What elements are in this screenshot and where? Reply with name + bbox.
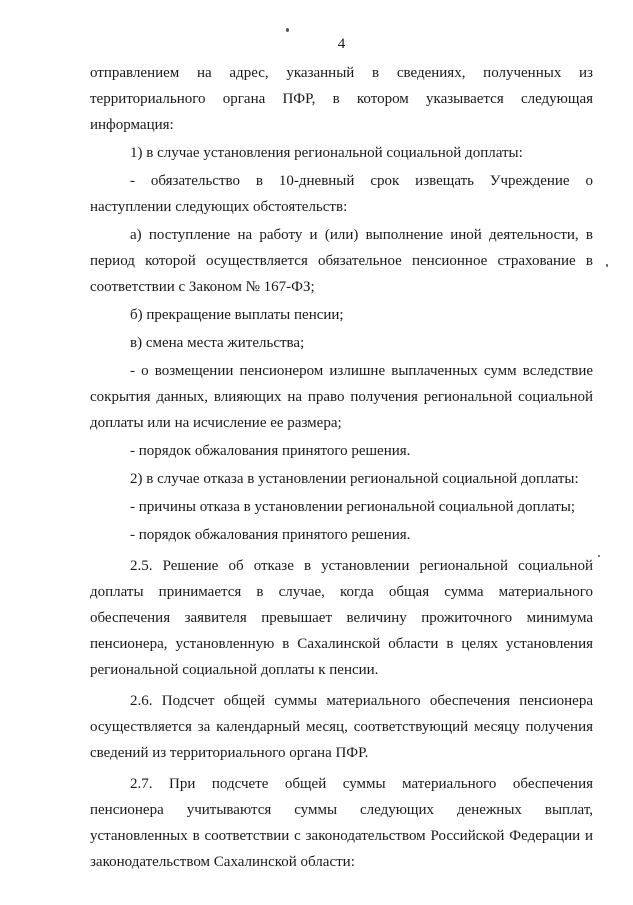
paragraph-2-6: 2.6. Подсчет общей суммы материального обеспечения пенсионера осуществляется за календарный месяц, соответствующий месяцу получения сведений из территориального органа ПФР.	[90, 693, 593, 761]
paragraph-appeal-1: - порядок обжалования принятого решения.	[130, 443, 411, 459]
paragraph-2-7: 2.7. При подсчете общей суммы материального обеспечения пенсионера учитываются суммы следующих денежных выплат, установленных в соответствии с законодательством Российской Федерации и законодательством Сахалинской области:	[90, 776, 593, 870]
paragraph-item-c: в) смена места жительства;	[130, 335, 305, 351]
paragraph-2-5: 2.5. Решение об отказе в установлении региональной социальной доплаты принимается в случае, когда общая сумма материального обеспечения заявителя превышает величину прожиточного минимума пенсионера, установленную в Сахалинской области в целях установления региональной социальной доплаты к пенсии.	[90, 558, 593, 678]
paragraph-intro: отправлением на адрес, указанный в сведениях, полученных из территориального органа ПФР, в котором указывается следующая информация:	[90, 65, 593, 133]
scan-speck	[286, 28, 289, 32]
paragraph-appeal-2: - порядок обжалования принятого решения.	[130, 527, 411, 543]
paragraph-case-2: 2) в случае отказа в установлении региональной социальной доплаты:	[130, 471, 579, 487]
paragraph-case-1: 1) в случае установления региональной социальной доплаты:	[130, 145, 523, 161]
paragraph-obligation: - обязательство в 10-дневный срок извещать Учреждение о наступлении следующих обстоятельств:	[90, 173, 593, 215]
paragraph-reimbursement: - о возмещении пенсионером излишне выплаченных сумм вследствие сокрытия данных, влияющих на право получения региональной социальной доплаты или на исчисление ее размера;	[90, 363, 593, 431]
paragraph-refusal-reasons: - причины отказа в установлении региональной социальной доплаты;	[130, 499, 576, 515]
paragraph-item-b: б) прекращение выплаты пенсии;	[130, 307, 344, 323]
scan-speck	[598, 555, 600, 557]
page-number: 4	[337, 36, 346, 52]
scan-speck	[606, 264, 608, 267]
paragraph-item-a: а) поступление на работу и (или) выполнение иной деятельности, в период которой осуществляется обязательное пенсионное страхование в соответствии с Законом № 167-ФЗ;	[90, 227, 593, 295]
